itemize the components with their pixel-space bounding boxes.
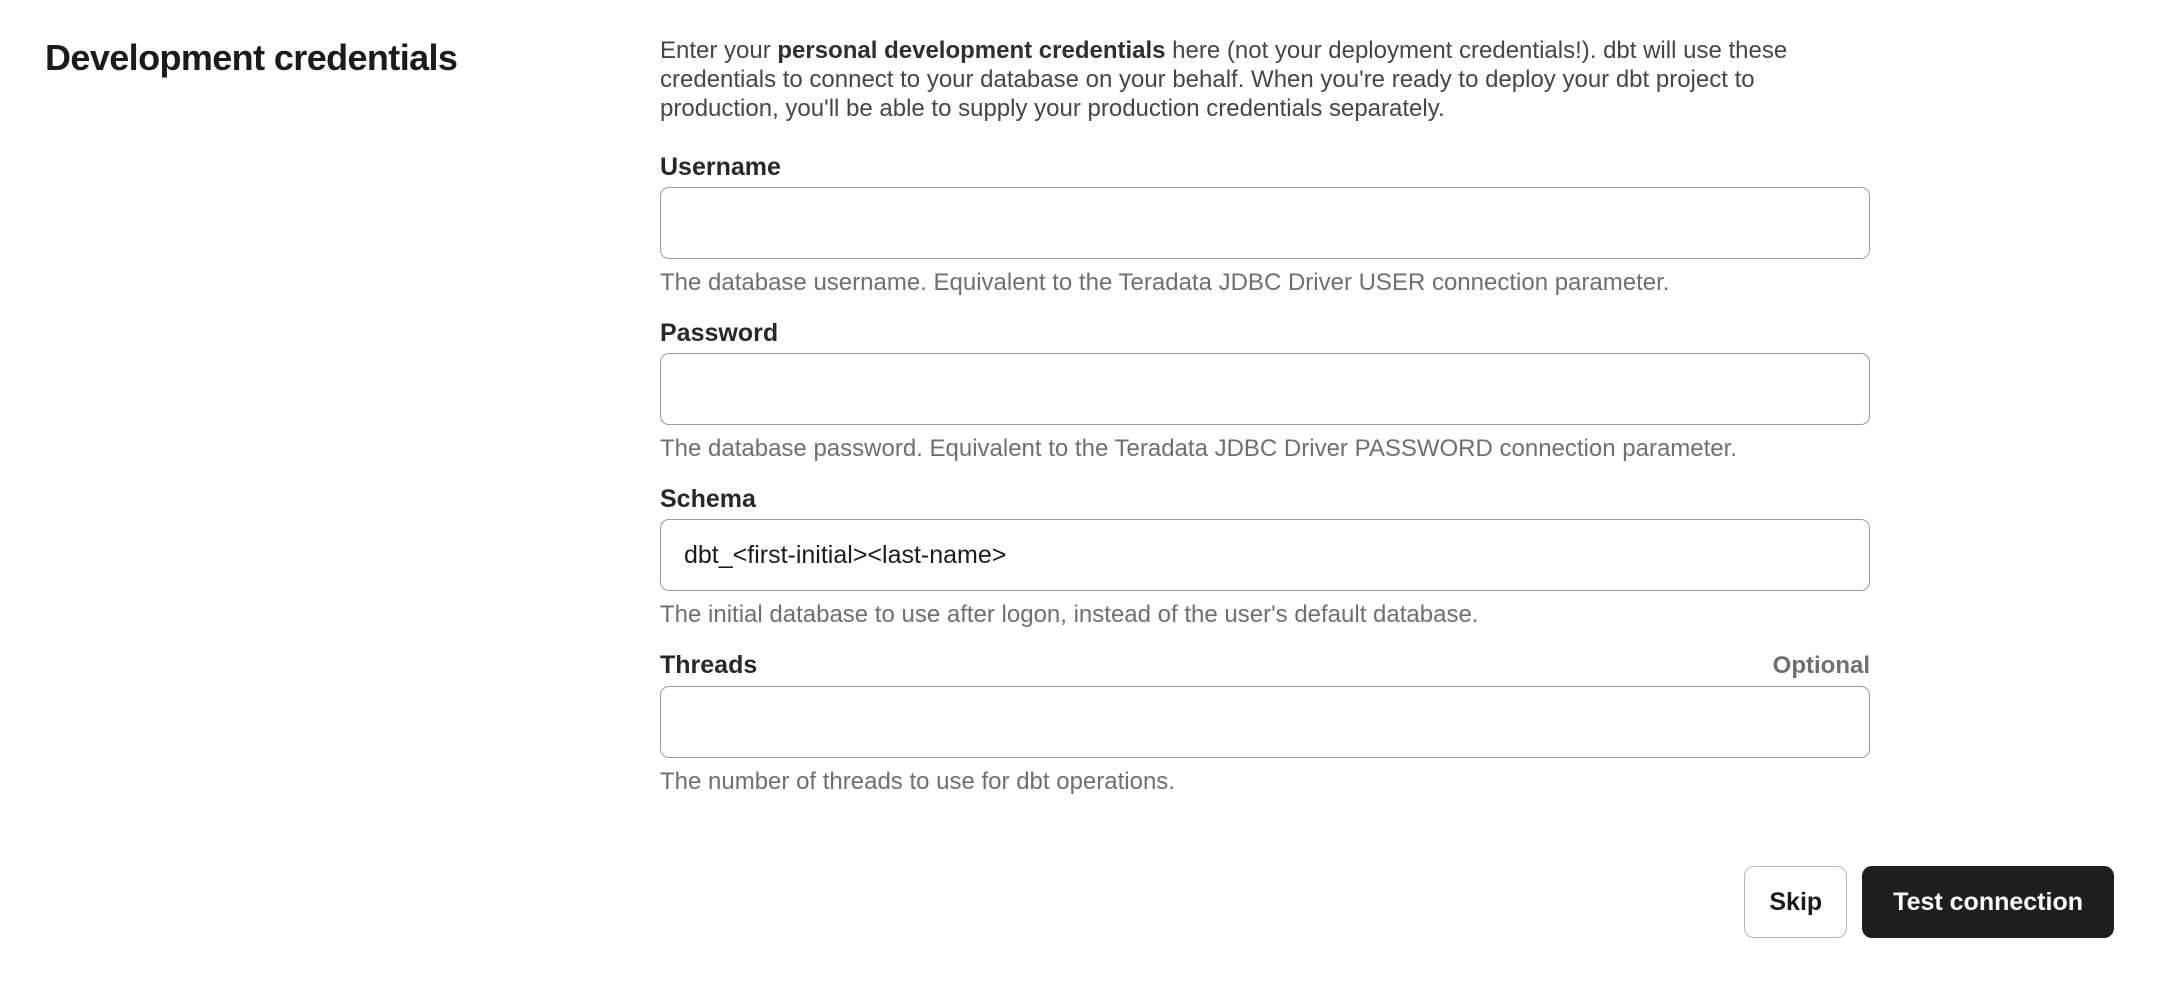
- username-input[interactable]: [660, 187, 1870, 259]
- password-helper-text: The database password. Equivalent to the Teradata JDBC Driver PASSWORD connection parameter.: [660, 435, 1737, 462]
- intro-text-bold: personal development credentials: [777, 37, 1166, 64]
- threads-field-group: [660, 651, 1870, 796]
- schema-label: Schema: [660, 485, 756, 513]
- skip-button[interactable]: Skip: [1744, 866, 1847, 938]
- username-helper-text: The database username. Equivalent to the Teradata JDBC Driver USER connection parameter.: [660, 269, 1670, 296]
- footer-actions: [1744, 866, 2114, 938]
- threads-input[interactable]: [660, 686, 1870, 758]
- schema-input[interactable]: [660, 519, 1870, 591]
- username-field-group: [660, 153, 1870, 297]
- intro-text-before: Enter your: [660, 37, 778, 64]
- intro-text: [660, 36, 1870, 123]
- schema-helper-text: The initial database to use after logon, instead of the user's default database.: [660, 601, 1479, 628]
- username-label: Username: [660, 153, 781, 181]
- credentials-form: [660, 36, 1870, 818]
- threads-label: Threads: [660, 651, 758, 679]
- page-title: Development credentials: [45, 37, 458, 78]
- password-input[interactable]: [660, 353, 1870, 425]
- intro-text-after: here (not your deployment credentials!). dbt will use these credentials to connect to your database on your behalf. When you're ready to deploy your dbt project to production, you'll be able to supply your production credentials separately.: [660, 37, 1788, 122]
- title-column: [45, 36, 660, 818]
- test-connection-button[interactable]: Test connection: [1862, 866, 2114, 938]
- password-field-group: [660, 319, 1870, 463]
- threads-optional-tag: Optional: [1772, 652, 1870, 679]
- password-label: Password: [660, 319, 779, 347]
- threads-helper-text: The number of threads to use for dbt operations.: [660, 768, 1175, 795]
- schema-field-group: [660, 485, 1870, 629]
